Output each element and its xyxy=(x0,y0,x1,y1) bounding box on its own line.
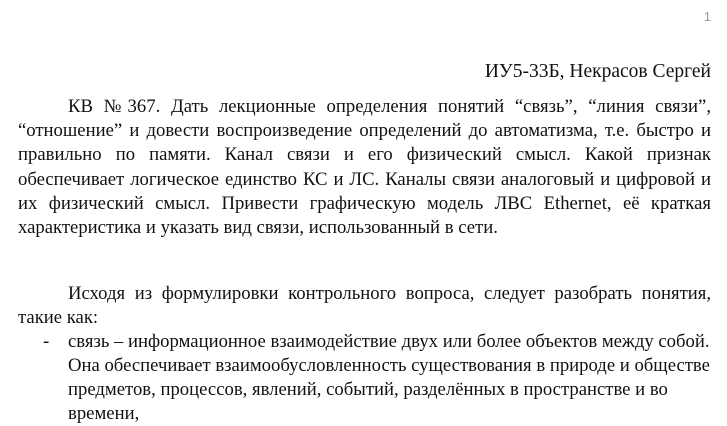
definition-list xyxy=(18,330,711,426)
definition-text: связь – информационное взаимодействие двух или более объектов между собой. Она обеспечивает взаимообусловленность существования в природе и обществе предметов, процессов, явлений, событий, разделённых в пространстве и во времени, xyxy=(68,331,710,424)
definition-item-svyaz xyxy=(18,330,711,426)
list-bullet: - xyxy=(43,331,50,352)
answer-intro-paragraph: Исходя из формулировки контрольного вопроса, следует разобрать понятия, такие как: xyxy=(18,283,711,328)
page-number: 1 xyxy=(703,9,711,24)
author-line: ИУ5-33Б, Некрасов Сергей xyxy=(484,61,711,82)
question-paragraph: КВ №367. Дать лекционные определения понятий “связь”, “линия связи”, “отношение” и довести воспроизведение определений до автоматизма, т.е. быстро и правильно по памяти. Канал связи и его физический смысл. Какой признак обеспечивает логическое единство КС и ЛС. Каналы связи аналоговый и цифровой и их физический смысл. Привести графическую модель ЛВС Ethernet, её краткая характеристика и указать вид связи, использованный в сети. xyxy=(18,96,711,239)
